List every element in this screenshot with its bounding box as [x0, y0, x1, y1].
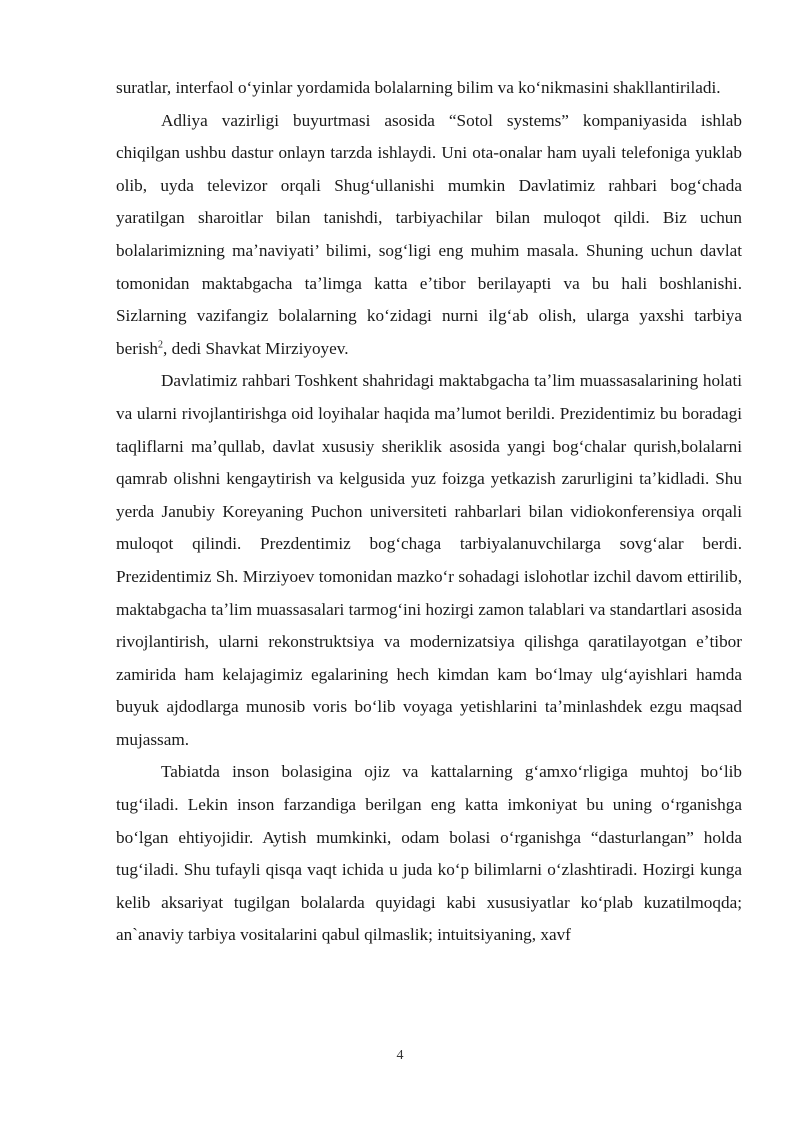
footnote-mark[interactable]: 2: [158, 339, 164, 351]
paragraph-text: Adliya vazirligi buyurtmasi asosida “Sotol systems” kompaniyasida ishlab chiqilgan ushbu dastur onlayn tarzda ishlaydi. Uni ota-onalar ham uyali telefoniga yuklab olib, uyda televizor orqali Shugʻullanishi mumkin Davlatimiz rahbari bogʻchada yaratilgan sharoitlar bilan tanishdi, tarbiyachilar bilan muloqot qildi. Biz uchun bolalarimizning maʼnaviyati’ bilimi, sogʻligi eng muhim masala. Shuning uchun davlat tomonidan maktabgacha taʼlimga katta eʼtibor berilayapti va bu hali boshlanishi. Sizlarning vazifangiz bolalarning koʻzidagi nurni ilgʻab olish, ularga yaxshi tarbiya berish: [116, 110, 742, 358]
paragraph-davlatimiz: Davlatimiz rahbari Toshkent shahridagi maktabgacha taʼlim muassasalarining holati va ularni rivojlantirishga oid loyihalar haqida maʼlumot berildi. Prezidentimiz bu boradagi taqliflarni maʼqullab, davlat xususiy sheriklik asosida yangi bogʻchalar qurish,bolalarni qamrab olishni kengaytirish va kelgusida yuz foizga yetkazish zarurligini taʼkidladi. Shu yerda Janubiy Koreyaning Puchon universiteti rahbarlari bilan vidiokonferensiya orqali muloqot qilindi. Prezdentimiz bogʻchaga tarbiyalanuvchilarga sovgʻalar berdi. Prezidentimiz Sh. Mirziyoev tomonidan mazkoʻr sohadagi islohotlar izchil davom ettirilib, maktabgacha taʼlim muassasalari tarmogʻini hozirgi zamon talablari va standartlari asosida rivojlantirish, ularni rekonstruktsiya va modernizatsiya qilishga qaratilayotgan eʼtibor zamirida ham kelajagimiz egalarining hech kimdan kam boʻlmay ulgʻayishlari hamda buyuk ajdodlarga munosib voris boʻlib voyaga yetishlarini taʼminlashdek ezgu maqsad mujassam.: [116, 371, 742, 749]
body-text: [116, 72, 742, 952]
paragraph-continuation: suratlar, interfaol oʻyinlar yordamida bolalarning bilim va koʻnikmasini shakllantiriladi.: [116, 78, 721, 97]
paragraph-adliya: [116, 105, 742, 366]
paragraph-text-end: , dedi Shavkat Mirziyoyev.: [163, 338, 349, 358]
page-number: 4: [396, 1048, 404, 1063]
paragraph-tabiatda: Tabiatda inson bolasigina ojiz va kattalarning gʻamxoʻrligiga muhtoj boʻlib tugʻiladi. Lekin inson farzandiga berilgan eng katta imkoniyat bu uning oʻrganishga boʻlgan ehtiyojidir. Aytish mumkinki, odam bolasi oʻrganishga “dasturlangan” holda tugʻiladi. Shu tufayli qisqa vaqt ichida u juda koʻp bilimlarni oʻzlashtiradi. Hozirgi kunga kelib aksariyat tugilgan bolalarda quyidagi kabi xususiyatlar koʻplab kuzatilmoqda; an`anaviy tarbiya vositalarini qabul qilmaslik; intuitsiyaning, xavf: [116, 762, 742, 945]
